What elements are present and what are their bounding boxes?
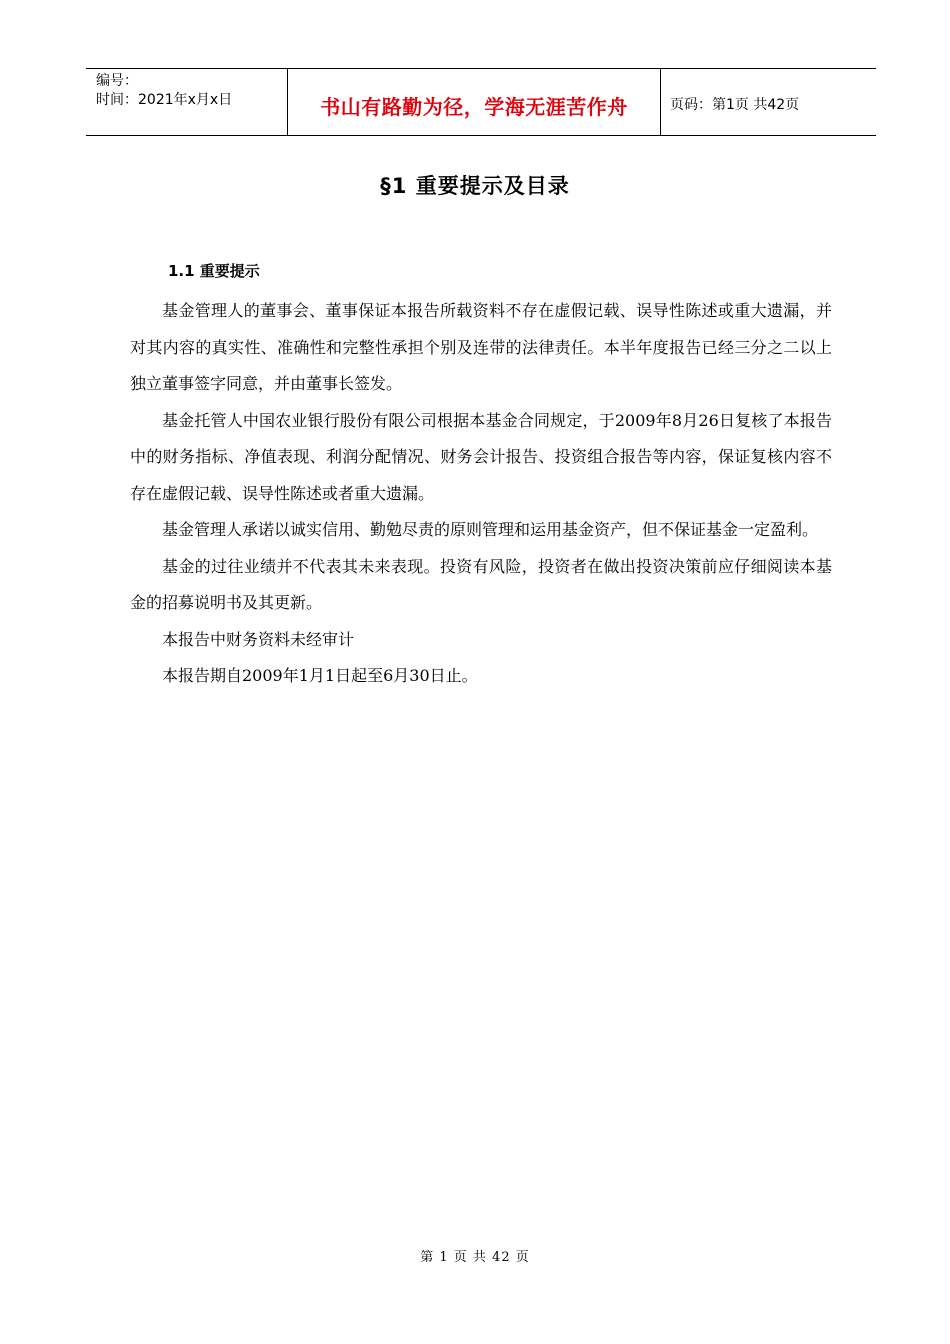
header-page-info: 页码：第1页 共42页 bbox=[670, 97, 800, 113]
header-meta bbox=[86, 69, 288, 135]
header-number-label: 编号： bbox=[96, 73, 138, 89]
header-motto: 书山有路勤为径，学海无涯苦作舟 bbox=[288, 69, 661, 135]
page-header bbox=[86, 68, 876, 136]
subsection-title: 1.1 重要提示 bbox=[168, 262, 260, 280]
paragraph: 基金托管人中国农业银行股份有限公司根据本基金合同规定，于2009年8月26日复核了本报告中的财务指标、净值表现、利润分配情况、财务会计报告、投资组合报告等内容，保证复核内容不存在虚假记载、误导性陈述或者重大遗漏。 bbox=[130, 410, 832, 503]
body-text bbox=[130, 293, 832, 695]
paragraph: 本报告期自2009年1月1日起至6月30日止。 bbox=[162, 666, 478, 685]
paragraph: 本报告中财务资料未经审计 bbox=[162, 629, 355, 649]
paragraph: 基金的过往业绩并不代表其未来表现。投资有风险，投资者在做出投资决策前应仔细阅读本基金的招募说明书及其更新。 bbox=[130, 556, 832, 612]
paragraph: 基金管理人承诺以诚实信用、勤勉尽责的原则管理和运用基金资产，但不保证基金一定盈利。 bbox=[162, 520, 819, 539]
paragraph: 基金管理人的董事会、董事保证本报告所载资料不存在虚假记载、误导性陈述或重大遗漏，并对其内容的真实性、准确性和完整性承担个别及连带的法律责任。本半年度报告已经三分之二以上独立董事签字同意，并由董事长签发。 bbox=[130, 301, 832, 393]
header-time-label: 时间：2021年x月x日 bbox=[96, 92, 233, 108]
page-footer: 第 1 页 共 42 页 bbox=[420, 1250, 530, 1265]
section-title: §1 重要提示及目录 bbox=[380, 174, 570, 198]
